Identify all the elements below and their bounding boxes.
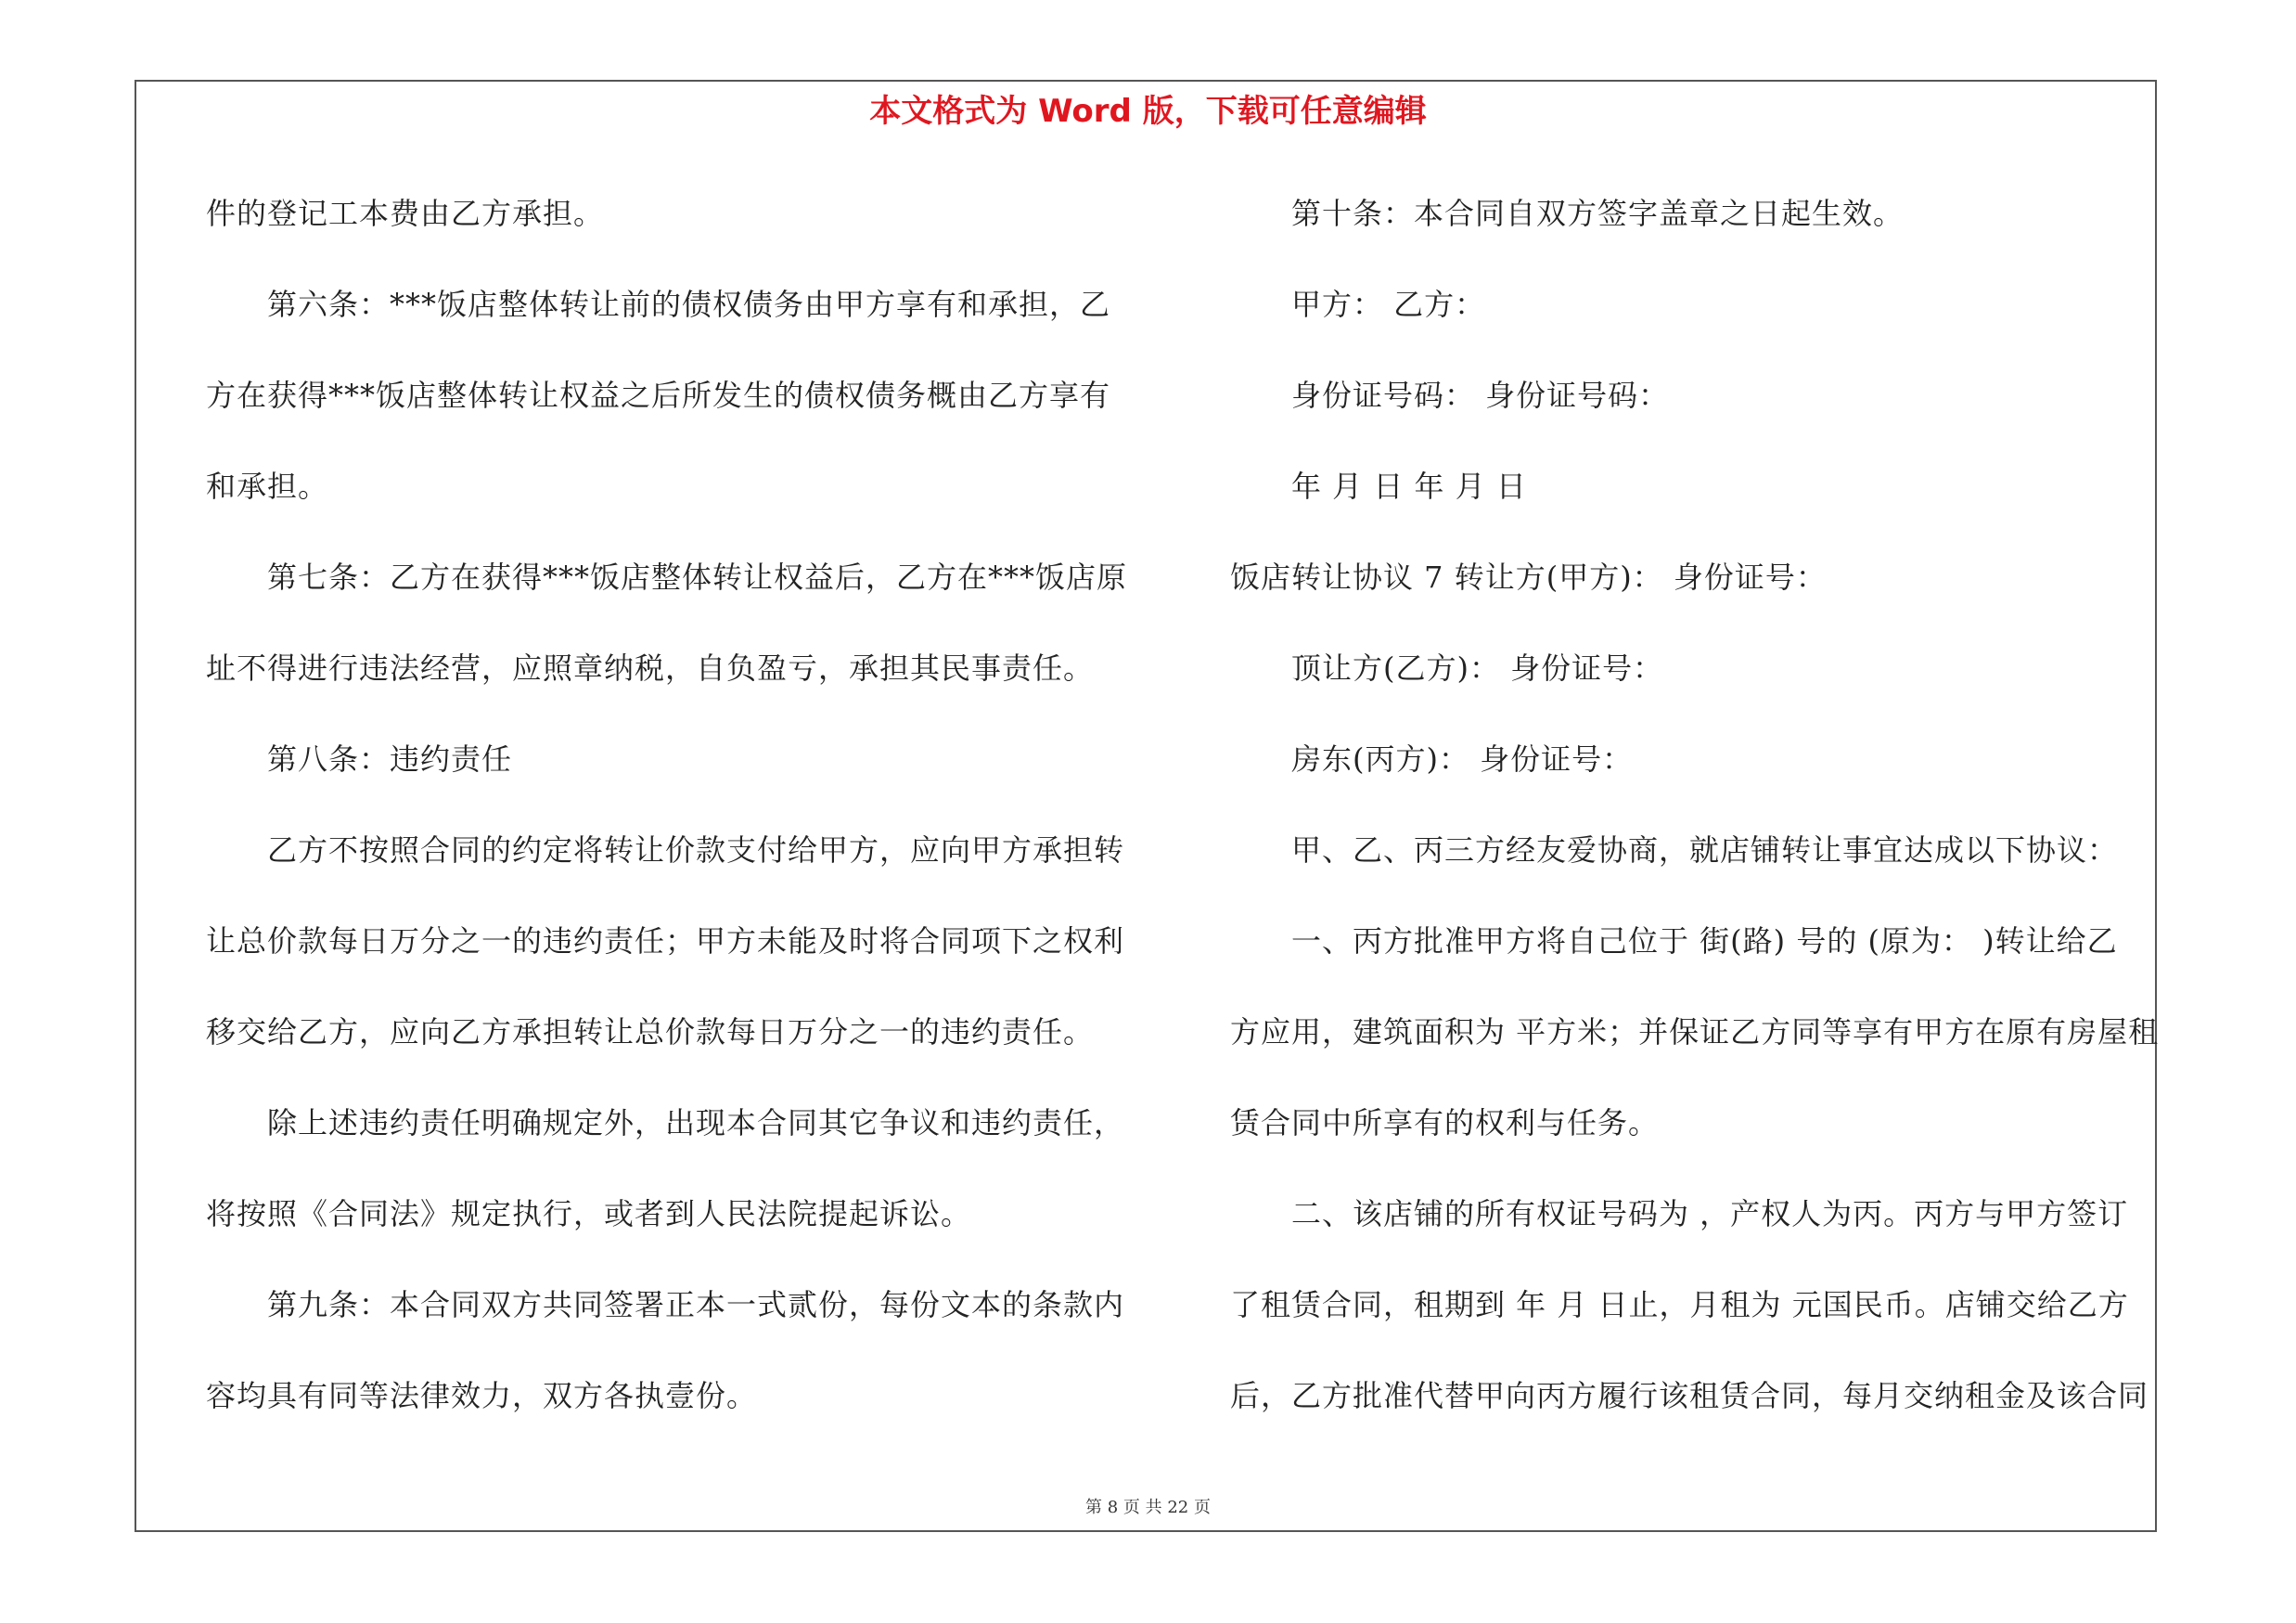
text-line: 第七条：乙方在获得***饭店整体转让权益后，乙方在***饭店原 [267, 560, 1128, 595]
text-line: 址不得进行违法经营，应照章纳税，自负盈亏，承担其民事责任。 [206, 650, 1095, 686]
left-column [206, 181, 1143, 1454]
text-line: 饭店转让协议 7 转让方(甲方)： 身份证号： [1230, 560, 1827, 595]
text-line: 方应用，建筑面积为 平方米；并保证乙方同等享有甲方在原有房屋租 [1230, 1014, 2160, 1050]
text-line: 将按照《合同法》规定执行，或者到人民法院提起诉讼。 [206, 1196, 972, 1231]
text-line: 了租赁合同，租期到 年 月 日止，月租为 元国民币。店铺交给乙方 [1230, 1287, 2129, 1322]
text-line: 让总价款每日万分之一的违约责任；甲方未能及时将合同项下之权利 [206, 923, 1125, 959]
text-line: 年 月 日 年 月 日 [1291, 469, 1527, 504]
text-line: 第八条：违约责任 [267, 741, 513, 777]
word-format-notice: 本文格式为 Word 版，下载可任意编辑 [869, 93, 1427, 130]
text-line: 赁合同中所享有的权利与任务。 [1230, 1105, 1660, 1140]
text-line: 一、丙方批准甲方将自己位于 街(路) 号的 (原为： )转让给乙 [1291, 923, 2118, 959]
text-line: 件的登记工本费由乙方承担。 [206, 196, 605, 231]
right-column [1230, 181, 2160, 1454]
text-line: 方在获得***饭店整体转让权益之后所发生的债权债务概由乙方享有 [206, 378, 1111, 413]
text-line: 甲、乙、丙三方经友爱协商，就店铺转让事宜达成以下协议： [1291, 832, 2119, 868]
text-line: 乙方不按照合同的约定将转让价款支付给甲方，应向甲方承担转 [267, 832, 1125, 868]
text-line: 第九条：本合同双方共同签署正本一式贰份，每份文本的条款内 [267, 1287, 1125, 1322]
text-line: 顶让方(乙方)： 身份证号： [1291, 650, 1664, 686]
page-number: 第 8 页 共 22 页 [1085, 1498, 1211, 1517]
text-line: 房东(丙方)： 身份证号： [1291, 741, 1634, 777]
text-line: 第十条：本合同自双方签字盖章之日起生效。 [1291, 196, 1905, 231]
text-line: 二、该店铺的所有权证号码为 ，产权人为丙。丙方与甲方签订 [1291, 1196, 2129, 1231]
text-line: 移交给乙方，应向乙方承担转让总价款每日万分之一的违约责任。 [206, 1014, 1095, 1050]
text-line: 身份证号码： 身份证号码： [1291, 378, 1670, 413]
text-line: 第六条：***饭店整体转让前的债权债务由甲方享有和承担，乙 [267, 287, 1111, 322]
text-line: 容均具有同等法律效力，双方各执壹份。 [206, 1378, 758, 1413]
text-line: 除上述违约责任明确规定外，出现本合同其它争议和违约责任， [267, 1105, 1125, 1140]
text-line: 甲方： 乙方： [1291, 287, 1486, 322]
text-line: 和承担。 [206, 469, 329, 504]
text-line: 后，乙方批准代替甲向丙方履行该租赁合同，每月交纳租金及该合同 [1230, 1378, 2149, 1413]
